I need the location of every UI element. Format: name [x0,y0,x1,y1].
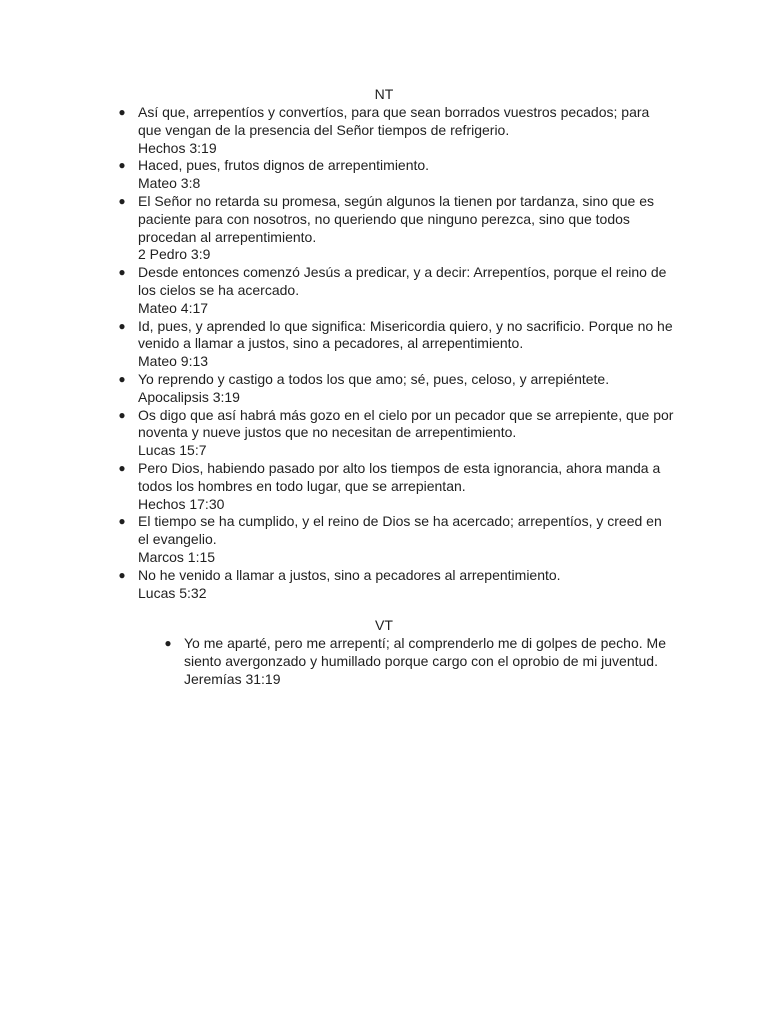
verse-text: Yo reprendo y castigo a todos los que amo; sé, pues, celoso, y arrepiéntete. [138,370,610,387]
verse-item [162,635,682,688]
verse-text: Id, pues, y aprended lo que significa: Misericordia quiero, y no sacrificio. Porque no he venido a llamar a justos, sino a pecadores, al arrepentimiento. [138,317,673,352]
verse-reference: Marcos 1:15 [138,548,216,565]
bullet-icon: ● [118,514,126,529]
bullet-icon: ● [118,460,126,475]
verse-text: Yo me aparté, pero me arrepentí; al comprenderlo me di golpes de pecho. Me siento avergonzado y humillado porque cargo con el oprobio de mi juventud. [184,635,666,669]
verse-reference: Lucas 5:32 [138,584,207,601]
verse-reference: Hechos 17:30 [138,495,225,512]
verse-item [116,407,676,460]
bullet-icon: ● [118,265,126,280]
verse-item [116,371,676,407]
verse-item [116,157,676,193]
verse-reference: 2 Pedro 3:9 [138,246,211,263]
section-heading-nt: NT [374,86,394,102]
verse-text: El tiempo se ha cumplido, y el reino de Dios se ha acercado; arrepentíos, y creed en el evangelio. [138,513,662,548]
verse-reference: Lucas 15:7 [138,442,207,459]
bullet-icon: ● [118,158,126,173]
verse-list-nt [116,104,676,602]
verse-text: Desde entonces comenzó Jesús a predicar, y a decir: Arrepentíos, porque el reino de los cielos se ha acercado. [138,264,667,298]
verse-text: Así que, arrepentíos y convertíos, para que sean borrados vuestros pecados; para que vengan de la presencia del Señor tiempos de refrigerio. [138,104,650,138]
verse-item [116,460,676,513]
verse-text: Haced, pues, frutos dignos de arrepentimiento. [138,157,430,174]
verse-list-vt [162,635,682,688]
verse-item [116,513,676,566]
verse-reference: Apocalipsis 3:19 [138,388,240,405]
bullet-icon: ● [118,193,126,208]
verse-text: No he venido a llamar a justos, sino a pecadores al arrepentimiento. [138,566,561,583]
bullet-icon: ● [164,636,172,650]
verse-text: Pero Dios, habiendo pasado por alto los tiempos de esta ignorancia, ahora manda a todos los hombres en todo lugar, que se arrepientan. [138,459,661,494]
bullet-icon: ● [118,318,126,333]
verse-reference: Mateo 3:8 [138,175,201,192]
bullet-icon: ● [118,407,126,422]
bullet-icon: ● [118,371,126,386]
verse-text: El Señor no retarda su promesa, según algunos la tienen por tardanza, sino que es paciente para con nosotros, no queriendo que ninguno perezca, sino que todos procedan al arrepentimiento. [138,192,654,245]
verse-text: Os digo que así habrá más gozo en el cielo por un pecador que se arrepiente, que por noventa y nueve justos que no necesitan de arrepentimiento. [138,406,674,441]
verse-item [116,104,676,157]
bullet-icon: ● [118,567,126,582]
verse-item [116,193,676,264]
bullet-icon: ● [118,105,126,119]
verse-item [116,567,676,603]
verse-item [116,318,676,371]
verse-reference: Hechos 3:19 [138,139,217,156]
verse-reference: Jeremías 31:19 [184,670,281,687]
section-heading-vt: VT [375,617,393,633]
verse-reference: Mateo 9:13 [138,353,209,370]
verse-reference: Mateo 4:17 [138,299,209,316]
verse-item [116,264,676,317]
